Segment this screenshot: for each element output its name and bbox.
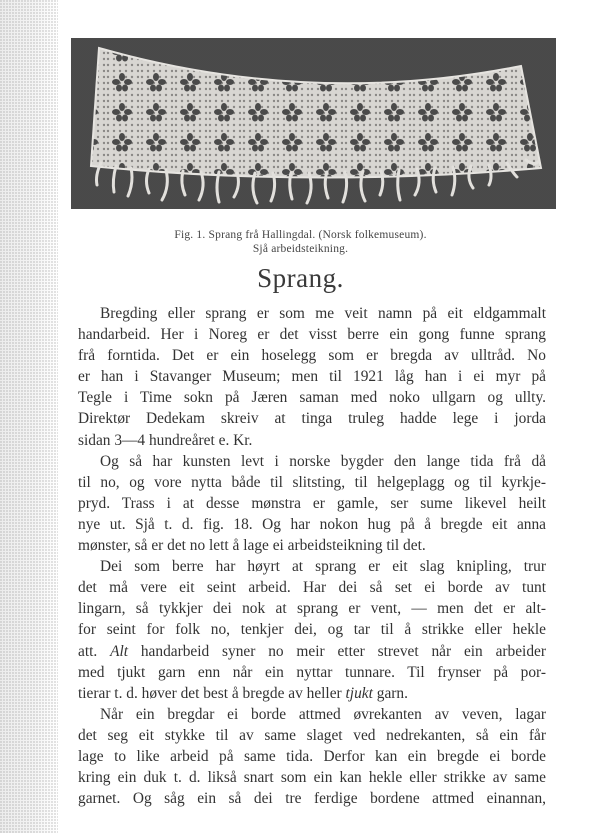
text-line: Når ein bregdar ei borde attmed øvrekanten av veven, lagar (100, 705, 546, 723)
text-line: nye ut. Sjå t. d. fig. 18. Og har nokon hug på å bregde eit anna (78, 515, 546, 533)
text-line: med tjukt garn enn når ein nyttar tunnare. Til frynser på por- (78, 663, 546, 681)
text-line: Dei som berre har høyrt at sprang er eit slag knipling, trur (100, 558, 546, 576)
text-line: er han i Stavanger Museum; men til 1921 låg han i ei myr på (78, 368, 546, 386)
text-line: frå forntida. Det er ein hoselegg som er bregda av ulltråd. No (78, 347, 546, 365)
italic-word: tjukt (345, 684, 373, 702)
text-line: for seint for folk no, tenkjer dei, og tar til å strikke eller hekle (78, 621, 546, 639)
page-gutter-shadow (0, 0, 58, 833)
text-line: lingarn, så tykkjer dei nok at sprang er vent, — men det er alt- (78, 600, 546, 618)
figure-photo-sprang-lace (71, 38, 556, 209)
text-line: Direktør Dedekam skreiv at tinga truleg hadde lege i jorda (78, 410, 546, 428)
lace-band (91, 48, 541, 178)
figure-caption-line-1: Fig. 1. Sprang frå Hallingdal. (Norsk folkemuseum). (174, 229, 427, 241)
text-line: mønster, så er det no lett å lage ei arbeidsteikning til det. (78, 537, 426, 555)
text-run: garn. (376, 684, 408, 702)
text-line: til no, og vore nytta både til slitsting, til helgeplagg og til kyrkje- (78, 473, 546, 491)
text-line: Tegle i Time sokn på Jæren saman med noko ullgarn og ullty. (78, 389, 546, 407)
text-line: handarbeid. Her i Noreg er det visst berre ein gong funne sprang (78, 326, 546, 344)
figure-caption-line-2: Sjå arbeidsteikning. (252, 243, 349, 255)
lace-illustration (71, 38, 556, 209)
text-line (78, 641, 546, 662)
text-line: kring ein duk t. d. likså snart som ein kan hekle eller strikke av same (78, 769, 546, 787)
text-line: Og så har kunsten levt i norske bygder den lange tida frå då (100, 452, 546, 470)
text-run: tierar t. d. høver det best å bregde av heller (78, 684, 342, 702)
text-line (78, 683, 546, 704)
text-line: Bregding eller sprang er som me veit namn på eit eldgammalt (100, 305, 546, 322)
section-heading: Sprang. (257, 263, 344, 293)
text-line: pryd. Trass i at desse mønstra er gamle, ser sume likevel heilt (78, 494, 546, 512)
body-text (78, 303, 546, 809)
text-line: sidan 3—4 hundreåret e. Kr. (78, 431, 253, 449)
text-line: lage to like arbeid på same tida. Derfor kan ein bregde ei borde (78, 747, 546, 765)
text-run: att. (78, 642, 98, 660)
text-line: det seg eit stykke til av same slaget ved nedrekanten, så ein får (78, 726, 546, 744)
italic-word: Alt (110, 642, 129, 660)
text-run: handarbeid syner no meir etter strevet når ein arbeider (140, 642, 546, 660)
text-line: det må vere eit seint arbeid. Har dei så set ei borde av tunt (78, 579, 546, 597)
text-line: garnet. Og såg ein så dei tre ferdige bordene attmed einannan, (78, 790, 546, 808)
